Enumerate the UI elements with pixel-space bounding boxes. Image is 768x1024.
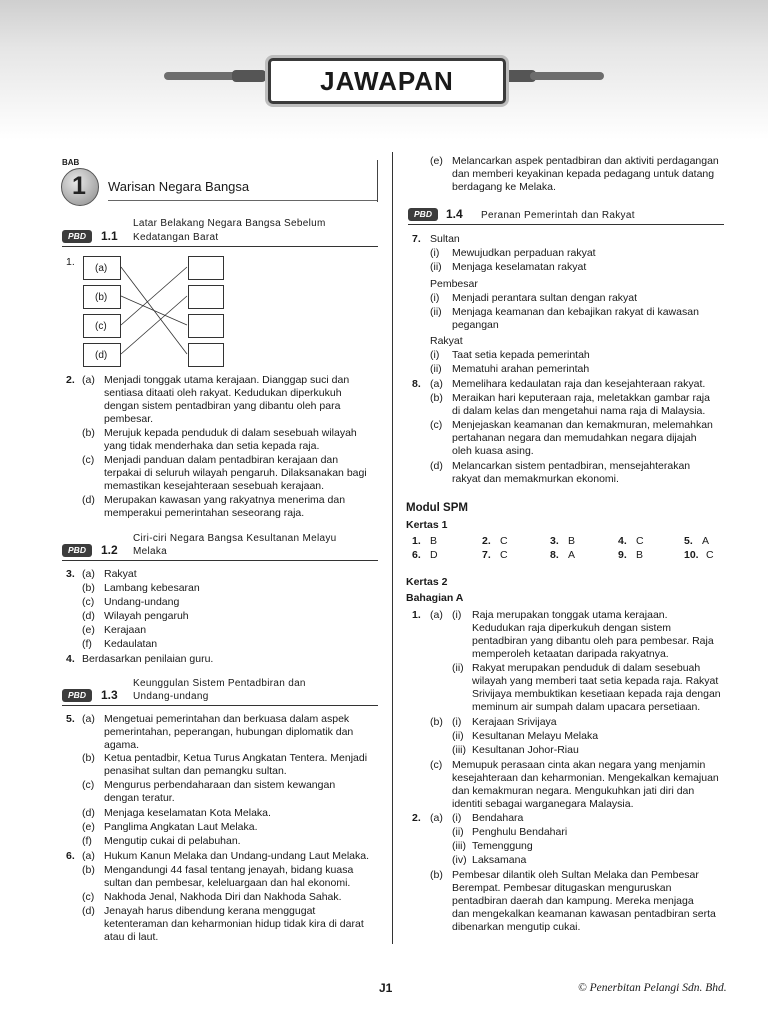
answer-text: Menjaga keselamatan rakyat [452,261,587,273]
answer-text: Meraikan hari keputeraan raja, meletakkan gambar raja [452,392,710,404]
chapter-number: 1 [72,172,86,200]
answer-text: Berempat. Pembesar ditugaskan menguruskan [452,882,672,894]
header-bar-right [530,72,604,80]
answer-text: Menjaga keselamatan Kota Melaka. [104,807,271,819]
item-label: (a) [82,850,95,862]
answer-text: Mematuhi arahan pemerintah [452,363,590,375]
question-number: 8. [412,378,421,390]
answer-text: ketenteraman dan keharmonian hidup tidak kira di darat [104,918,364,930]
answer-text: Menjadi panduan dalam pentadbiran kerajaan dan [104,454,339,466]
item-label: (a) [82,713,95,725]
section-1-2-rule [62,560,378,561]
answer-text: Merujuk kepada penduduk di dalam sesebuah wilayah [104,427,357,439]
answer-text: Melancarkan aspek pentadbiran dan aktiviti perdagangan [452,155,719,167]
section-1-4-number: 1.4 [446,207,463,221]
answer-number: 3. [550,535,559,547]
answer-number: 7. [482,549,491,561]
answer-text: Taat setia kepada pemerintah [452,349,590,361]
item-label: (d) [82,494,95,506]
section-1-4-rule [408,224,724,225]
answer-text: wilayah yang memberi taat setia kepada raja. Rakyat [472,675,719,687]
pbd-badge: PBD [62,230,92,243]
answer-text: dengan teratur. [104,792,175,804]
answer-choice: C [706,549,714,561]
answer-text: Mengandungi 44 fasal tentang jenayah, bidang kuasa [104,864,354,876]
answer-text: Mewujudkan perpaduan rakyat [452,247,596,259]
answer-text: Melancarkan sistem pentadbiran, mensejahterakan [452,460,691,472]
chapter-title: Warisan Negara Bangsa [108,179,250,194]
answer-choice: C [636,535,644,547]
question-number: 2. [412,812,421,824]
page-number: J1 [379,981,393,995]
item-label: (i) [430,247,440,259]
roman-label: (ii) [452,730,464,742]
kertas2-heading: Kertas 2 [406,576,448,588]
match-label: (d) [95,350,108,361]
question-number: 1. [412,609,421,621]
roman-label: (iv) [452,854,467,866]
answer-text: rakyat dan memakmurkan ekonomi. [452,473,619,485]
answer-text: atau di laut. [104,931,159,943]
section-1-3-rule [62,705,378,706]
match-line [121,296,187,354]
answer-text: Nakhoda Jenal, Nakhoda Diri dan Nakhoda Sahak. [104,891,342,903]
q1-number: 1. [66,256,75,268]
answer-text: Hukum Kanun Melaka dan Undang-undang Laut Melaka. [104,850,370,862]
answer-text: Kerajaan Srivijaya [472,716,557,728]
answer-text: Kerajaan [104,624,147,636]
roman-label: (i) [452,812,462,824]
question-number: 4. [66,653,75,665]
answer-number: 2. [482,535,491,547]
match-label: (a) [95,263,108,274]
item-label: (a) [430,378,443,390]
answer-text: dengan sistem pentadbiran yang dibantu oleh para [104,400,341,412]
item-label: (d) [82,610,95,622]
answer-text: Sultan [430,233,460,245]
question-number: 6. [66,850,75,862]
item-label: (a) [430,812,443,824]
item-label: (b) [82,582,95,594]
item-label: (c) [430,419,443,431]
item-label: (i) [430,349,440,361]
question-number: 7. [412,233,421,245]
match-line [121,296,187,325]
item-label: (i) [430,292,440,304]
pbd-badge: PBD [62,689,92,702]
item-label: (a) [82,374,95,386]
answer-text: pentadbiran daerah dan kampung. Mereka menjaga [452,895,694,907]
section-1-2-title-line2: Melaka [133,546,168,557]
item-label: (d) [82,807,95,819]
item-label: (ii) [430,306,442,318]
answer-text: Pembesar dilantik oleh Sultan Melaka dan Pembesar [452,869,699,881]
answer-choice: B [568,535,576,547]
answer-number: 10. [684,549,699,561]
answer-text: Penghulu Bendahari [472,826,568,838]
answer-text: memperakui pemerintahan seseorang raja. [104,507,305,519]
section-1-3-number: 1.3 [101,688,118,702]
answer-text: Undang-undang [104,596,180,608]
answer-text: Laksamana [472,854,527,866]
answer-text: Wilayah pengaruh [104,610,189,622]
answer-number: 4. [618,535,627,547]
answer-text: meminum air sumpah dalam upacara persetiaan. [472,701,701,713]
modul-title: Modul SPM [406,502,468,514]
section-1-4-title: Peranan Pemerintah dan Rakyat [481,210,635,221]
answer-number: 1. [412,535,421,547]
answer-text: Lambang kebesaran [104,582,200,594]
kertas1-heading: Kertas 1 [406,519,448,531]
answer-number: 8. [550,549,559,561]
item-label: (a) [430,609,443,621]
answer-text: Menjaga keamanan dan kebajikan rakyat di kawasan [452,306,699,318]
bab-label: BAB [62,158,80,167]
item-label: (b) [82,427,95,439]
answer-text: dan kemakmuran negara. Mengukuhkan jati diri dan [452,785,695,797]
item-label: (a) [82,568,95,580]
answer-text: Mengetuai pemerintahan dan berkuasa dalam aspek [104,713,350,725]
answer-choice: C [500,535,508,547]
roman-label: (i) [452,609,462,621]
item-label: (b) [430,869,443,881]
answer-text: dan memberi keyakinan kepada pedagang untuk datang [452,168,715,180]
answer-choice: C [500,549,508,561]
pbd-badge: PBD [408,208,438,221]
answer-text: identiti sebagai warganegara Malaysia. [452,798,634,810]
column-divider [392,152,393,944]
answer-text: Rakyat [104,568,137,580]
item-label: (b) [82,864,95,876]
roman-label: (i) [452,716,462,728]
answer-text: sentiasa ditaati oleh rakyat. Kedudukan diperkukuh [104,387,342,399]
item-label: (d) [82,905,95,917]
answer-text: Jenayah harus dibendung kerana menggugat [104,905,316,917]
answer-choice: A [702,535,710,547]
item-label: (e) [82,624,95,636]
question-number: 2. [66,374,75,386]
answer-text: Raja merupakan tonggak utama kerajaan. [472,609,668,621]
answer-text: di dalam kelas dan mengetahui nama raja di Malaysia. [452,405,706,417]
answer-number: 5. [684,535,693,547]
answer-choice: A [568,549,576,561]
answer-text: Rakyat merupakan penduduk di dalam sesebuah [472,662,701,674]
item-label: (ii) [430,363,442,375]
answer-text: Rakyat [430,335,463,347]
item-label: (f) [82,835,92,847]
section-1-3-title-line2: Undang-undang [133,691,209,702]
answer-text: Mengutip cukai di pelabuhan. [104,835,241,847]
answer-text: pentadbiran yang dibantu oleh para pembesar. Raja [472,635,714,647]
answer-text: Berdasarkan penilaian guru. [82,653,214,665]
roman-label: (iii) [452,840,466,852]
bahagian-heading: Bahagian A [406,592,464,604]
matching-lines [0,0,400,400]
item-label: (b) [430,716,443,728]
answer-text: Kedaulatan [104,638,158,650]
section-1-3-title-line1: Keunggulan Sistem Pentadbiran dan [133,678,306,689]
answer-text: kesejahteraan dan keharmonian. Mengekalkan kemajuan [452,772,719,784]
answer-number: 6. [412,549,421,561]
answer-text: Kesultanan Johor-Riau [472,744,579,756]
answer-text: Bendahara [472,812,524,824]
answer-text: memperoleh ketaatan daripada rakyatnya. [472,648,669,660]
copyright: © Penerbitan Pelangi Sdn. Bhd. [578,982,727,994]
section-1-1-title-line2: Kedatangan Barat [133,232,219,243]
item-label: (c) [82,596,95,608]
item-label: (f) [82,638,92,650]
section-1-2-title-line1: Ciri-ciri Negara Bangsa Kesultanan Melayu [133,533,337,544]
item-label: (ii) [430,261,442,273]
page-title: JAWAPAN [320,65,454,96]
answer-text: pegangan [452,319,499,331]
answer-text: pemerintahan, peperangan, hubungan diplomatik dan [104,726,354,738]
section-1-2-number: 1.2 [101,543,118,557]
answer-text: Memupuk perasaan cinta akan negara yang menjamin [452,759,706,771]
roman-label: (ii) [452,662,464,674]
answer-text: dan mengekalkan keamanan kawasan pentadbiran serta [452,908,716,920]
answer-choice: B [636,549,644,561]
answer-text: pertahanan negara dan memudahkan negara dijajah [452,432,697,444]
roman-label: (ii) [452,826,464,838]
answer-text: berdagang ke Melaka. [452,181,556,193]
question-number: 3. [66,568,75,580]
answer-text: Kedudukan raja diperkukuh dengan sistem [472,622,672,634]
answer-text: sultan dan pembesar, keleluargaan dan hal ekonomi. [104,877,351,889]
answer-text: dibenarkan mengutip cukai. [452,921,581,933]
answer-text: Menjadi tonggak utama kerajaan. Dianggap suci dan [104,374,350,386]
answer-text: yang tidak menderhaka dan setia kepada raja. [104,440,320,452]
pbd-badge: PBD [62,544,92,557]
answer-text: oleh kuasa asing. [452,445,534,457]
item-label: (c) [430,759,443,771]
answer-choice: D [430,549,438,561]
answer-text: Memelihara kedaulatan raja dan kesejahteraan rakyat. [452,378,706,390]
item-label: (b) [82,752,95,764]
match-line [121,267,187,325]
match-label: (c) [95,321,107,332]
answer-text: memastikan kesejahteraan sesebuah kerajaan. [104,480,325,492]
answer-text: agama. [104,739,140,751]
roman-label: (iii) [452,744,466,756]
answer-text: Menjejaskan keamanan dan kemakmuran, melemahkan [452,419,713,431]
answer-text: pembesar. [104,413,154,425]
answer-text: Kesultanan Melayu Melaka [472,730,599,742]
match-label: (b) [95,292,108,303]
answer-text: Panglima Angkatan Laut Melaka. [104,821,258,833]
answer-text: Ketua pentadbir, Ketua Turus Angkatan Tentera. Menjadi [104,752,368,764]
item-label: (e) [430,155,443,167]
section-1-1-number: 1.1 [101,229,118,243]
answer-text: Srivijaya membuktikan kesetiaan kepada raja dengan [472,688,721,700]
item-label: (c) [82,454,95,466]
item-label: (d) [430,460,443,472]
item-label: (c) [82,779,95,791]
item-label: (c) [82,891,95,903]
answer-number: 9. [618,549,627,561]
section-1-1-title-line1: Latar Belakang Negara Bangsa Sebelum [133,218,326,229]
answer-choice: B [430,535,438,547]
answer-text: terpakai di seluruh wilayah pengaruh. Dilaksanakan bagi [104,467,367,479]
answer-text: Mengurus perbendaharaan dan sistem kewangan [104,779,336,791]
answer-text: Menjadi perantara sultan dengan rakyat [452,292,638,304]
answer-text: penasihat sultan dan pemangku sultan. [104,765,287,777]
item-label: (b) [430,392,443,404]
answer-text: Pembesar [430,278,478,290]
item-label: (e) [82,821,95,833]
answer-text: Temenggung [472,840,533,852]
answer-text: Merupakan kawasan yang rakyatnya menerima dan [104,494,346,506]
question-number: 5. [66,713,75,725]
